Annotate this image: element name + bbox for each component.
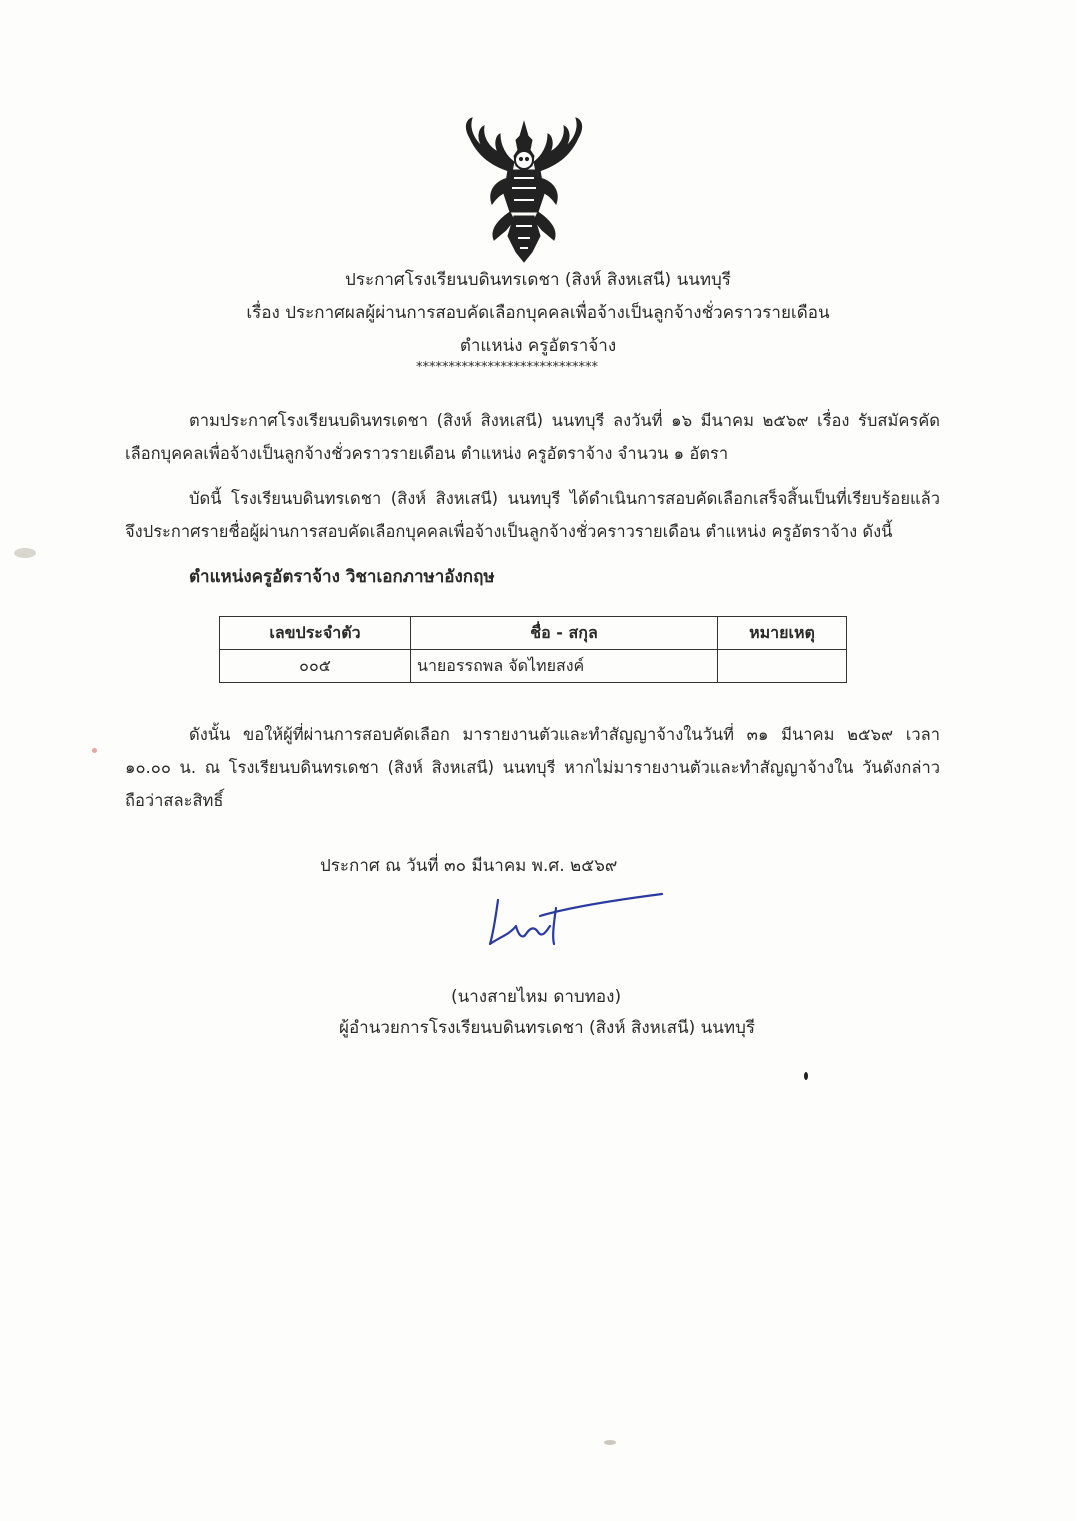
announcement-date: ประกาศ ณ วันที่ ๓๐ มีนาคม พ.ศ. ๒๕๖๙ — [320, 856, 618, 876]
column-header-id: เลขประจำตัว — [220, 617, 411, 650]
paragraph-reference-text: ตามประกาศโรงเรียนบดินทรเดชา (สิงห์ สิงหเสนี) นนทบุรี ลงวันที่ ๑๖ มีนาคม ๒๕๖๙ เรื่อง รับสมัครคัดเลือกบุคคลเพื่อจ้างเป็นลูกจ้างชั่วคราวรายเดือน ตำแหน่ง ครูอัตราจ้าง จำนวน ๑ อัตรา — [125, 411, 940, 463]
handwritten-signature — [480, 886, 670, 956]
paragraph-result-text: บัดนี้ โรงเรียนบดินทรเดชา (สิงห์ สิงหเสนี) นนทบุรี ได้ดำเนินการสอบคัดเลือกเสร็จสิ้นเป็นที่เรียบร้อยแล้ว จึงประกาศรายชื่อผู้ผ่านการสอบคัดเลือกบุคคลเพื่อจ้างเป็นลูกจ้างชั่วคราวรายเดือน ตำแหน่ง ครูอัตราจ้าง ดังนี้ — [125, 489, 940, 541]
scan-speck — [804, 1072, 808, 1080]
paragraph-result — [125, 482, 940, 548]
cell-id: ๐๐๕ — [220, 650, 411, 683]
column-header-name: ชื่อ - สกุล — [411, 617, 718, 650]
paragraph-reference — [125, 404, 940, 470]
paragraph-instruction-text: ดังนั้น ขอให้ผู้ที่ผ่านการสอบคัดเลือก มารายงานตัวและทำสัญญาจ้างในวันที่ ๓๑ มีนาคม ๒๕๖๙ เวลา ๑๐.๐๐ น. ณ โรงเรียนบดินทรเดชา (สิงห์ สิงหเสนี) นนทบุรี หากไม่มารายงานตัวและทำสัญญาจ้างใน วันดังกล่าว ถือว่าสละสิทธิ์ — [125, 725, 940, 810]
table-header-row — [220, 617, 847, 650]
garuda-emblem-icon — [458, 116, 590, 264]
header-divider: **************************** — [416, 360, 598, 375]
scan-speck — [14, 548, 36, 558]
column-header-remark: หมายเหตุ — [718, 617, 847, 650]
results-table — [219, 616, 847, 683]
signer-title: ผู้อำนวยการโรงเรียนบดินทรเดชา (สิงห์ สิงหเสนี) นนทบุรี — [339, 1018, 756, 1038]
cell-name: นายอรรถพล จัดไทยสงค์ — [411, 650, 718, 683]
scan-speck — [604, 1440, 616, 1445]
cell-remark — [718, 650, 847, 683]
scan-speck — [92, 748, 97, 753]
table-row — [220, 650, 847, 683]
announcement-issuer: ประกาศโรงเรียนบดินทรเดชา (สิงห์ สิงหเสนี) นนทบุรี — [345, 270, 731, 290]
signer-name: (นางสายไหม ดาบทอง) — [451, 987, 622, 1007]
position-heading: ตำแหน่งครูอัตราจ้าง วิชาเอกภาษาอังกฤษ — [189, 567, 495, 587]
announcement-subject: เรื่อง ประกาศผลผู้ผ่านการสอบคัดเลือกบุคคลเพื่อจ้างเป็นลูกจ้างชั่วคราวรายเดือน — [246, 303, 830, 323]
announcement-position: ตำแหน่ง ครูอัตราจ้าง — [459, 336, 617, 356]
paragraph-instruction — [125, 718, 940, 817]
